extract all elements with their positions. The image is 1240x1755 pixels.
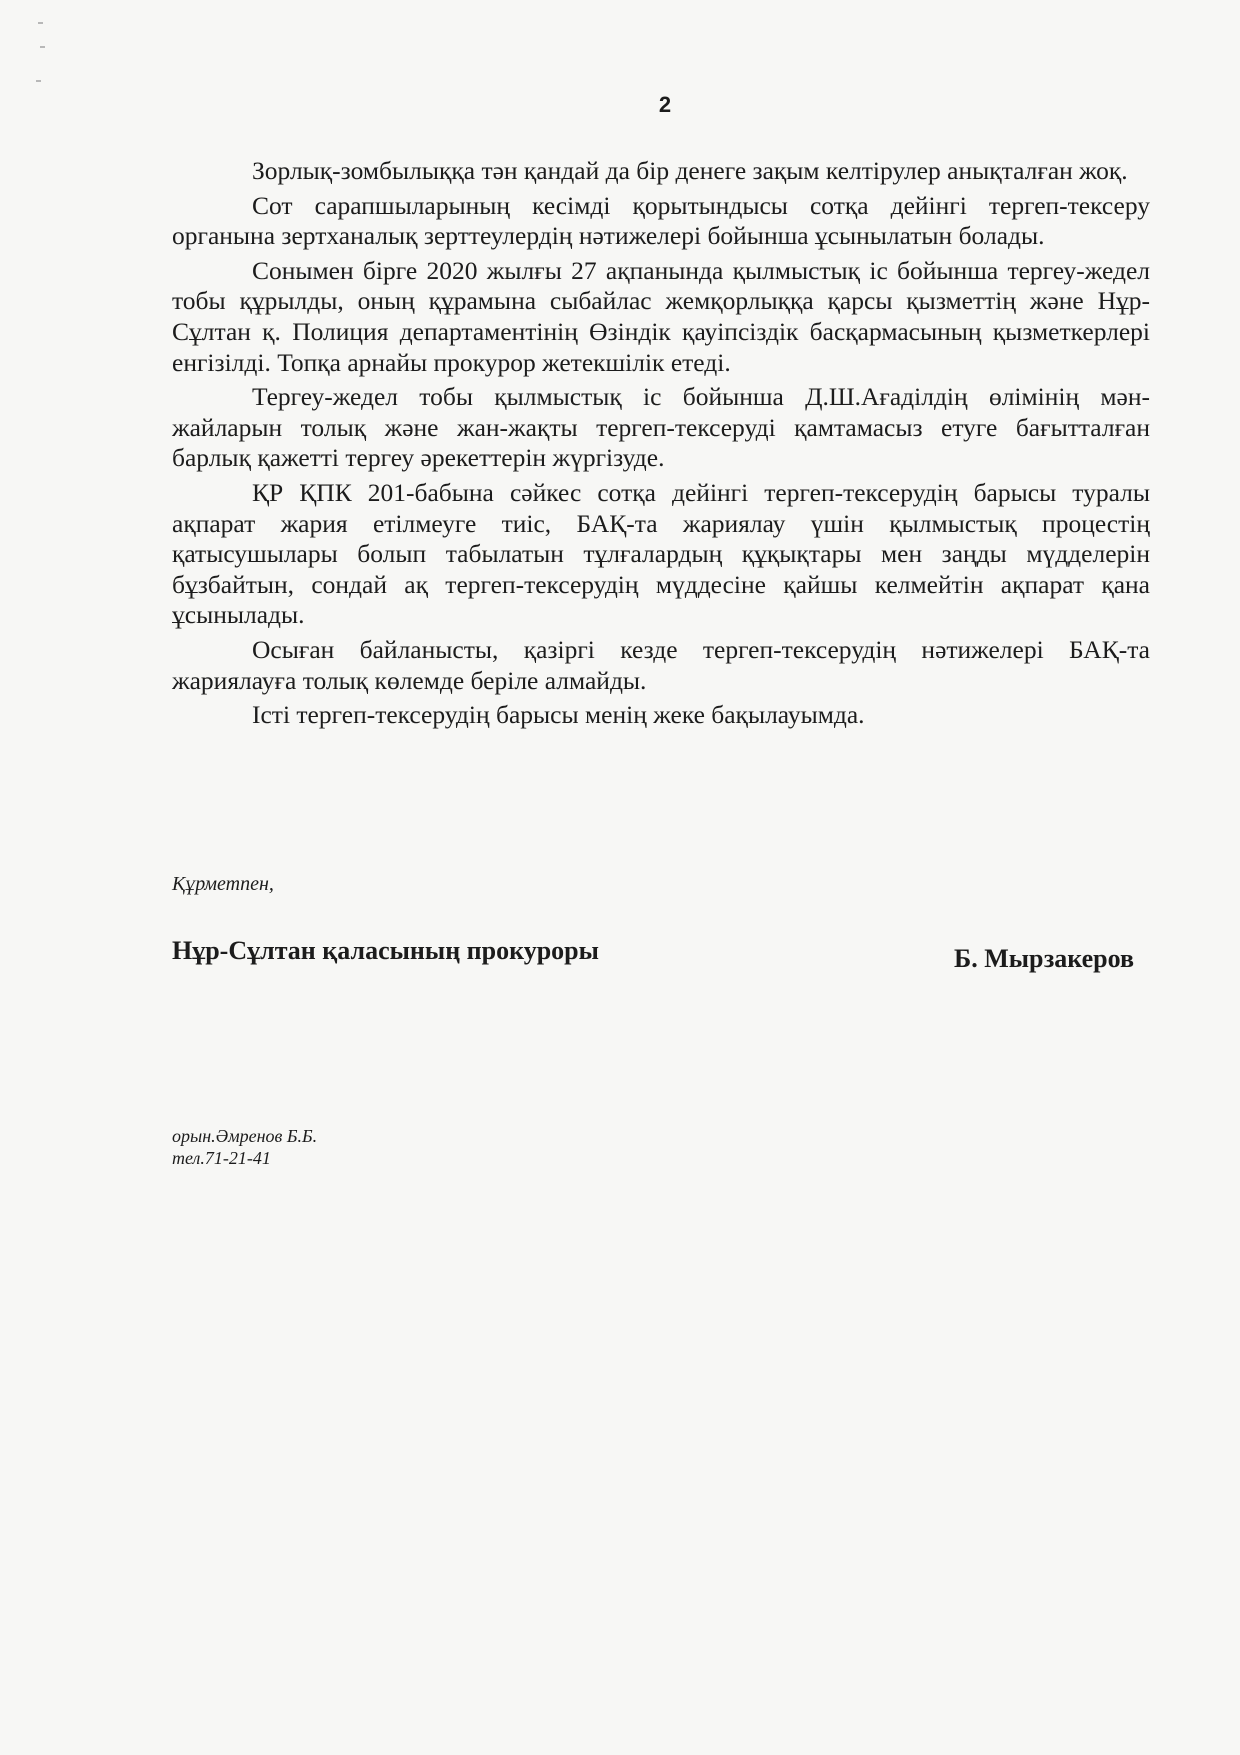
paragraph: Сот сарапшыларының кесімді қорытындысы сотқа дейінгі тергеп-тексеру органына зертханалық зерттеулердің нәтижелері бойынша ұсынылатын болады. — [172, 190, 1150, 251]
paragraph: Істі тергеп-тексерудің барысы менің жеке бақылауымда. — [252, 700, 865, 730]
page-number: 2 — [658, 92, 672, 117]
scan-speck — [40, 46, 45, 48]
paragraph: Сонымен бірге 2020 жылғы 27 ақпанында қылмыстық іс бойынша тергеу-жедел тобы құрылды, оның құрамына сыбайлас жемқорлыққа қарсы қызметтің және Нұр-Сұлтан қ. Полиция департаментінің Өзіндік қауіпсіздік басқармасының қызметкерлері енгізілді. Топқа арнайы прокурор жетекшілік етеді. — [172, 255, 1150, 377]
paragraph: Осыған байланысты, қазіргі кезде тергеп-тексерудің нәтижелері БАҚ-та жариялауға толық көлемде беріле алмайды. — [172, 634, 1150, 695]
signer-title: Нұр-Сұлтан қаласының прокуроры — [172, 936, 599, 965]
closing-salutation: Құрметпен, — [172, 873, 274, 895]
letter-body — [172, 156, 1150, 735]
paragraph: ҚР ҚПК 201-бабына сәйкес сотқа дейінгі тергеп-тексерудің барысы туралы ақпарат жария етілмеуге тиіс, БАҚ-та жариялау үшін қылмыстық процестің қатысушылары болып табылатын тұлғалардың құқықтары мен заңды мүдделерін бұзбайтын, сондай ақ тергеп-тексерудің мүддесіне қайшы келмейтін ақпарат қана ұсынылады. — [172, 477, 1150, 630]
scan-speck — [36, 80, 41, 82]
signer-name: Б. Мырзакеров — [954, 944, 1134, 973]
scan-speck — [38, 22, 43, 24]
paragraph: Тергеу-жедел тобы қылмыстық іс бойынша Д.Ш.Ағаділдің өлімінің мән-жайларын толық және жан-жақты тергеп-тексеруді қамтамасыз етуге бағытталған барлық қажетті тергеу әрекеттерін жүргізуде. — [172, 382, 1150, 473]
executor-info — [172, 1125, 317, 1169]
executor-phone: тел.71-21-41 — [172, 1148, 271, 1168]
executor-name: орын.Әмренов Б.Б. — [172, 1126, 318, 1146]
paragraph: Зорлық-зомбылыққа тән қандай да бір денеге зақым келтірулер анықталған жоқ. — [252, 156, 1128, 185]
